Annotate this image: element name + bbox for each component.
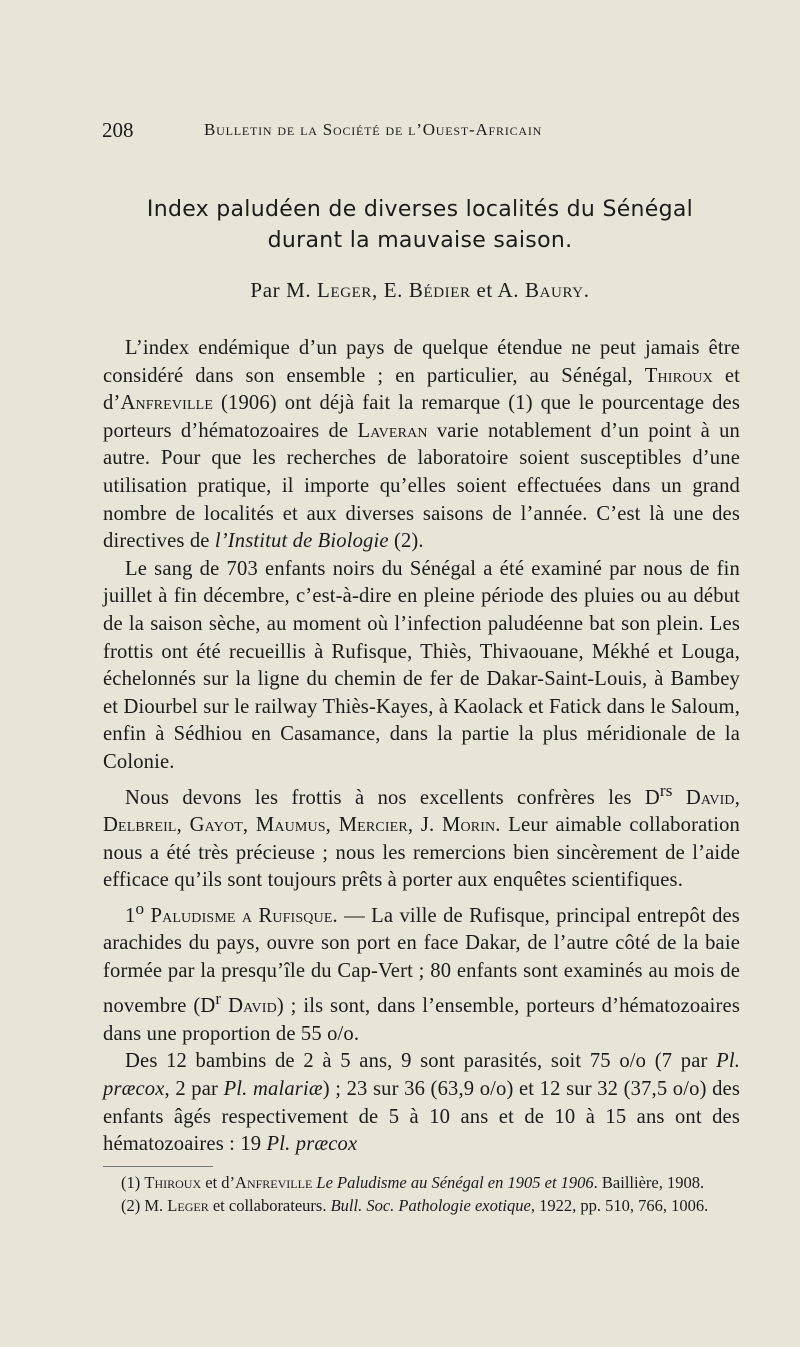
text-run: . Baillière, 1908. bbox=[593, 1173, 705, 1192]
text-run: varie notablement d’un point à un autre. Pour que les recherches de laboratoire soient susceptibles d’une utilisation pratique, il importe qu’elles soient effectuées dans un grand nombre de localités et aux diverses saisons de l’année. C’est là une des directives de bbox=[103, 419, 740, 553]
person-name: Maumus bbox=[255, 813, 326, 836]
superscript: rs bbox=[659, 780, 673, 800]
text-run: , 1922, pp. 510, 766, 1006. bbox=[530, 1195, 709, 1215]
author-name: Leger bbox=[317, 278, 373, 302]
person-name: Anfreville bbox=[120, 392, 214, 415]
text-run: Des 12 bambins de 2 à 5 ans, 9 sont parasités, soit 75 o/o (7 par bbox=[125, 1050, 717, 1073]
article-authors bbox=[110, 278, 730, 303]
authors-separator: , E. bbox=[372, 278, 409, 302]
text-run: , 2 par bbox=[164, 1078, 224, 1101]
text-run: , bbox=[325, 813, 339, 836]
person-name: Anfreville bbox=[235, 1173, 313, 1192]
paragraph bbox=[103, 556, 740, 777]
article-body bbox=[103, 335, 740, 1159]
italic-text: Pl. malariæ bbox=[223, 1078, 323, 1101]
italic-text: Bull. Soc. Pathologie exotique bbox=[330, 1195, 531, 1215]
title-line-2: durant la mauvaise saison. bbox=[267, 228, 573, 253]
text-run: (1906) ont déjà fait la remarque (1) que le pourcentage des porteurs d’hématozoaires de bbox=[103, 392, 740, 442]
paragraph bbox=[103, 1048, 740, 1158]
author-name: Baury bbox=[525, 278, 584, 302]
italic-text: Le Paludisme au Sénégal en 1905 et 1906 bbox=[316, 1173, 594, 1192]
person-name: Delbreil bbox=[103, 813, 177, 836]
footnote bbox=[103, 1172, 740, 1195]
text-run: Le sang de 703 enfants noirs du Sénégal a été examiné par nous de fin juillet à fin décembre, c’est-à-dire en pleine période des pluies ou au début de la saison sèche, au moment où l’infection paludéenne bat son plein. Les frottis ont été recueillis à Rufisque, Thiès, Thivaouane, Mékhé et Louga, échelonnés sur la ligne du chemin de fer de Dakar-Saint-Louis, à Bambey et Diourbel sur le railway Thiès-Kayes, à Kaolack et Fatick dans le Saloum, enfin à Sédhiou en Casamance, dans la partie la plus méridionale de la Colonie. bbox=[103, 557, 740, 773]
person-name: Thiroux bbox=[144, 1173, 202, 1192]
authors-separator: et A. bbox=[470, 278, 526, 302]
person-name: David bbox=[228, 995, 277, 1018]
authors-prefix: Par M. bbox=[250, 278, 318, 302]
person-name: Laveran bbox=[357, 419, 428, 442]
superscript: o bbox=[135, 898, 145, 918]
text-run: , bbox=[176, 813, 190, 836]
page-number: 208 bbox=[102, 118, 134, 142]
text-run: (2) M. bbox=[121, 1195, 168, 1215]
text-run bbox=[673, 786, 686, 808]
italic-text: l’Institut de Biologie bbox=[214, 530, 389, 553]
footnote-rule bbox=[103, 1166, 213, 1167]
footnotes bbox=[103, 1172, 740, 1217]
text-run: Nous devons les frottis à nos excellents confrères les D bbox=[125, 786, 660, 809]
paragraph bbox=[103, 895, 740, 1049]
text-run: , J. bbox=[407, 813, 442, 836]
person-name: Mercier bbox=[338, 813, 408, 836]
text-run: ) ; 23 sur 36 (63,9 o/o) et 12 sur 32 (37,5 o/o) des enfants âgés respectivement de 5 à 10 ans et de 10 à 15 ans ont des hématozoaires : 19 bbox=[103, 1078, 740, 1156]
person-name: Thiroux bbox=[644, 364, 713, 387]
text-run: et d’ bbox=[201, 1173, 236, 1192]
superscript: r bbox=[215, 989, 222, 1009]
person-name: Gayot bbox=[189, 813, 243, 836]
text-run: ) ; ils sont, dans l’ensemble, porteurs d’hématozoaires dans une proportion de 55 o/o. bbox=[103, 995, 740, 1045]
text-run: et collaborateurs. bbox=[208, 1195, 331, 1215]
text-run: et d’ bbox=[103, 364, 740, 415]
title-line-1: Index paludéen de diverses localités du Sénégal bbox=[146, 197, 694, 222]
paragraph bbox=[103, 777, 740, 895]
section-heading: Paludisme a Rufisque bbox=[150, 904, 333, 927]
text-run: (2). bbox=[388, 530, 424, 553]
person-name: David bbox=[685, 786, 735, 809]
page-header bbox=[102, 118, 742, 148]
author-name: Bédier bbox=[408, 278, 471, 302]
person-name: Leger bbox=[167, 1195, 209, 1215]
person-name: Morin bbox=[442, 813, 496, 836]
article-title bbox=[110, 194, 730, 256]
italic-text: Pl. præcox bbox=[266, 1133, 358, 1156]
text-run: L’index endémique d’un pays de quelque étendue ne peut jamais être considéré dans son ensemble ; en particulier, au Sénégal, bbox=[103, 337, 740, 387]
text-run: , bbox=[734, 786, 740, 809]
text-run: (1) bbox=[121, 1173, 145, 1192]
authors-suffix: . bbox=[583, 278, 590, 302]
paragraph bbox=[103, 335, 740, 556]
running-head: Bulletin de la Société de l’Ouest-Africain bbox=[204, 120, 543, 139]
text-run: 1 bbox=[125, 904, 136, 927]
italic-text: Pl. præcox bbox=[103, 1050, 740, 1101]
text-run: . — La ville de Rufisque, principal entrepôt des arachides du pays, ouvre son port en face Dakar, de l’autre côté de la baie formée par la presqu’île du Cap-Vert ; 80 enfants sont examinés au mois de novembre (D bbox=[103, 904, 740, 1018]
text-run: , bbox=[242, 813, 256, 836]
text-run: . Leur aimable collaboration nous a été très précieuse ; nous les remercions bien sincèrement de l’aide efficace qu’ils sont toujours prêts à porter aux enquêtes scientifiques. bbox=[103, 813, 741, 892]
footnote bbox=[103, 1195, 740, 1218]
